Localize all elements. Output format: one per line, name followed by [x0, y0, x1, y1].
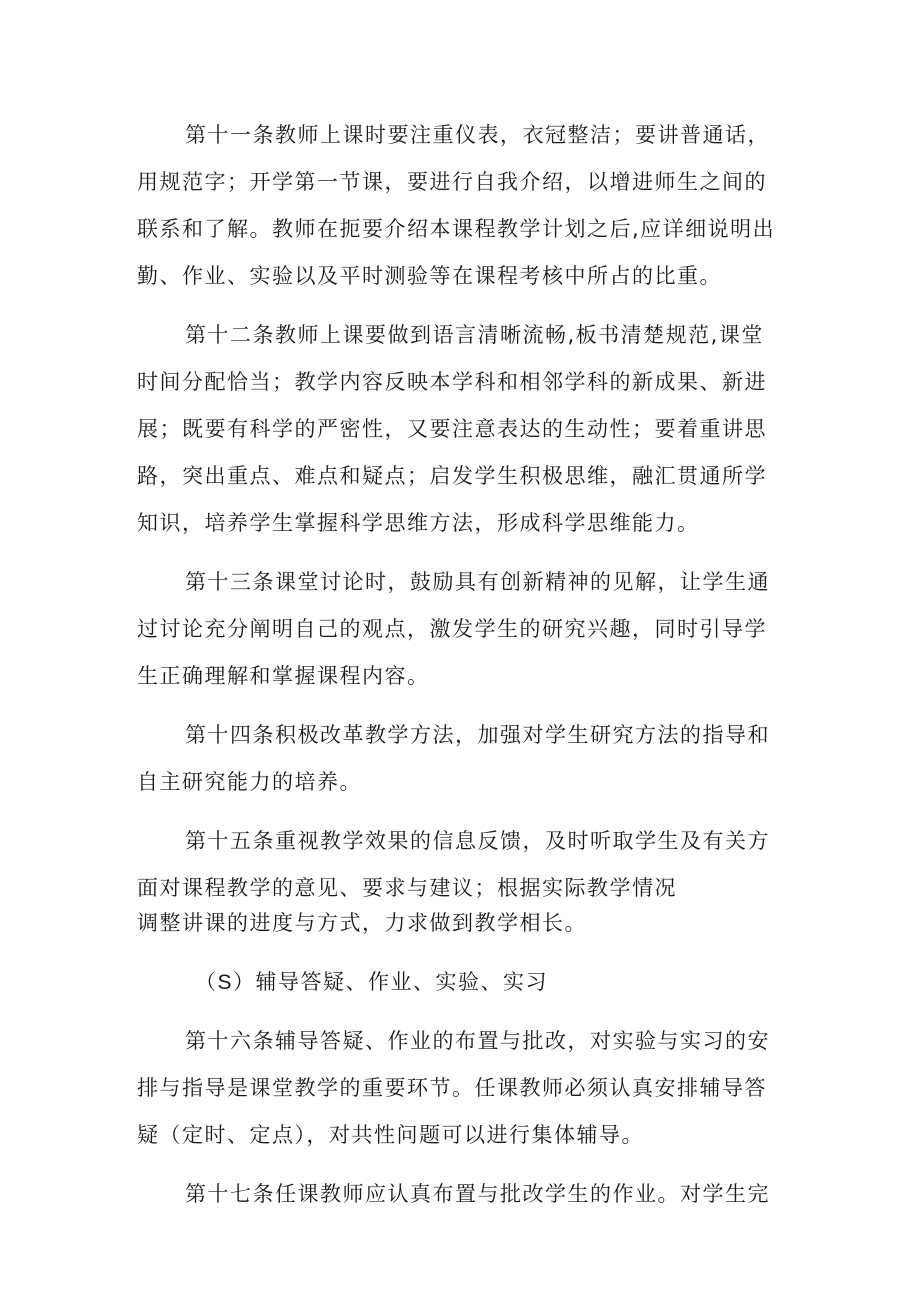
paragraph-line: 自主研究能力的培养。 [137, 770, 362, 794]
article-15-paragraph [137, 818, 789, 947]
paragraph-line: 用规范字；开学第一节课，要进行自我介绍，以增进师生之间的 [137, 170, 767, 194]
paragraph-line: 第十五条重视教学效果的信息反馈，及时听取学生及有关方 [185, 829, 770, 853]
paragraph-line: 路，突出重点、难点和疑点；启发学生积极思维，融汇贯通所学 [137, 464, 767, 488]
article-14-paragraph [137, 712, 789, 806]
paragraph-line: 过讨论充分阐明自己的观点，激发学生的研究兴趣，同时引导学 [137, 617, 767, 641]
paragraph-line: 疑（定时、定点），对共性问题可以进行集体辅导。 [137, 1123, 644, 1147]
article-17-paragraph [137, 1171, 789, 1218]
paragraph-line: 第十四条积极改革教学方法，加强对学生研究方法的指导和 [185, 723, 770, 747]
paragraph-line: 展；既要有科学的严密性，又要注意表达的生动性；要着重讲思 [137, 417, 767, 441]
paragraph-line: 第十一条教师上课时要注重仪表，衣冠整洁；要讲普通话， [185, 123, 770, 147]
article-12-paragraph [137, 312, 789, 547]
section-heading-text: 辅导答疑、作业、实验、实习 [255, 970, 549, 994]
article-13-paragraph [137, 559, 789, 700]
section-heading-mark: （S） [195, 971, 256, 994]
paragraph-line: 知识，培养学生掌握科学思维方法，形成科学思维能力。 [137, 511, 700, 535]
article-11-paragraph [137, 112, 789, 300]
paragraph-line: 联系和了解。教师在扼要介绍本课程教学计划之后,应详细说明出 [137, 217, 776, 241]
article-16-paragraph [137, 1018, 789, 1159]
section-heading [137, 959, 789, 1006]
paragraph-line: 生正确理解和掌握课程内容。 [137, 664, 430, 688]
document-body [137, 112, 789, 1218]
paragraph-line: 调整讲课的进度与方式，力求做到教学相长。 [137, 911, 587, 935]
paragraph-line: 第十七条任课教师应认真布置与批改学生的作业。对学生完 [185, 1182, 770, 1206]
paragraph-line: 时间分配恰当；教学内容反映本学科和相邻学科的新成果、新进 [137, 370, 767, 394]
paragraph-line: 排与指导是课堂教学的重要环节。任课教师必须认真安排辅导答 [137, 1076, 767, 1100]
paragraph-line: 第十六条辅导答疑、作业的布置与批改，对实验与实习的安 [185, 1029, 770, 1053]
paragraph-line: 勤、作业、实验以及平时测验等在课程考核中所占的比重。 [137, 264, 722, 288]
paragraph-line: 第十三条课堂讨论时，鼓励具有创新精神的见解，让学生通 [185, 570, 770, 594]
paragraph-line: 第十二条教师上课要做到语言清晰流畅,板书清楚规范,课堂 [185, 323, 764, 347]
paragraph-line: 面对课程教学的意见、要求与建议；根据实际教学情况 [137, 876, 677, 900]
